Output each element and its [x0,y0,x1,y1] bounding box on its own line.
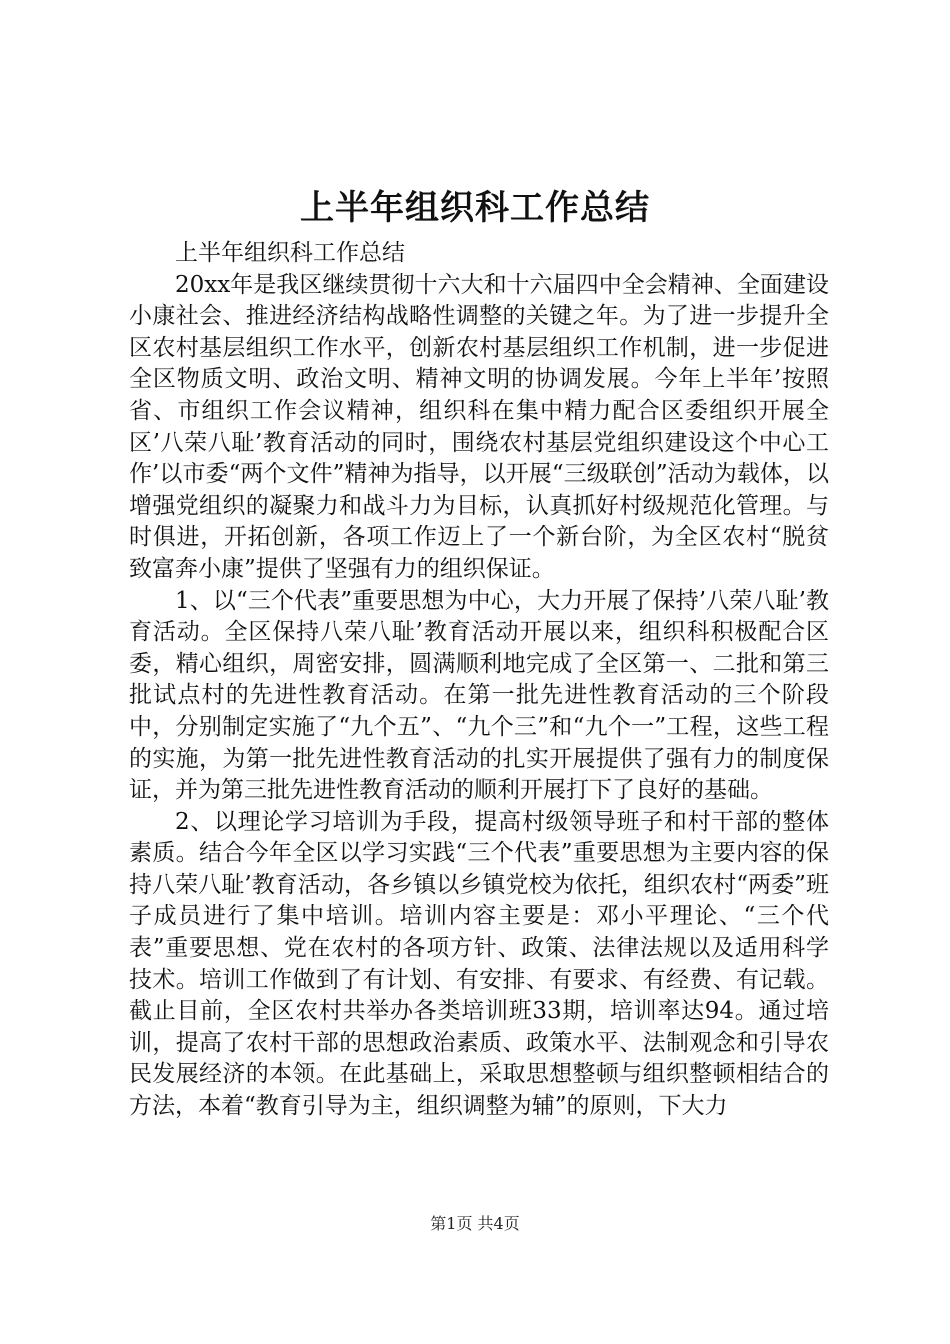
body-paragraph-item-1: 1、以“三个代表”重要思想为中心，大力开展了保持’八荣八耻’教育活动。全区保持八荣八耻’教育活动开展以来，组织科积极配合区委，精心组织，周密安排，圆满顺利地完成了全区第一、二批和第三批试点村的先进性教育活动。在第一批先进性教育活动的三个阶段中，分别制定实施了“九个五”、“九个三”和“九个一”工程，这些工程的实施，为第一批先进性教育活动的扎实开展提供了强有力的制度保证，并为第三批先进性教育活动的顺利开展打下了良好的基础。 [129,587,829,804]
body-paragraph-item-2: 2、以理论学习培训为手段，提高村级领导班子和村干部的整体素质。结合今年全区以学习实践“三个代表”重要思想为主要内容的保持八荣八耻’教育活动，各乡镇以乡镇党校为依托，组织农村“两委”班子成员进行了集中培训。培训内容主要是：邓小平理论、“三个代表”重要思想、党在农村的各项方针、政策、法律法规以及适用科学技术。培训工作做到了有计划、有安排、有要求、有经费、有记载。截止目前，全区农村共举办各类培训班33期，培训率达94。通过培训，提高了农村干部的思想政治素质、政策水平、法制观念和引导农民发展经济的本领。在此基础上，采取思想整顿与组织整顿相结合的方法，本着“教育引导为主，组织调整为辅”的原则，下大力 [129,808,829,1120]
body-paragraph-heading: 上半年组织科工作总结 [175,240,405,266]
document-title: 上半年组织科工作总结 [300,188,650,228]
body-paragraph-intro: 20xx年是我区继续贯彻十六大和十六届四中全会精神、全面建设小康社会、推进经济结构战略性调整的关键之年。为了进一步提升全区农村基层组织工作水平，创新农村基层组织工作机制，进一步促进全区物质文明、政治文明、精神文明的协调发展。今年上半年’按照省、市组织工作会议精神，组织科在集中精力配合区委组织开展全区’八荣八耻’教育活动的同时，围绕农村基层党组织建设这个中心工作’以市委“两个文件”精神为指导，以开展“三级联创”活动为载体，以增强党组织的凝聚力和战斗力为目标，认真抓好村级规范化管理。与时俱进，开拓创新，各项工作迈上了一个新台阶，为全区农村“脱贫致富奔小康”提供了坚强有力的组织保证。 [129,271,829,582]
page-footer: 第1页 共4页 [430,1214,520,1233]
document-body [129,238,829,1123]
